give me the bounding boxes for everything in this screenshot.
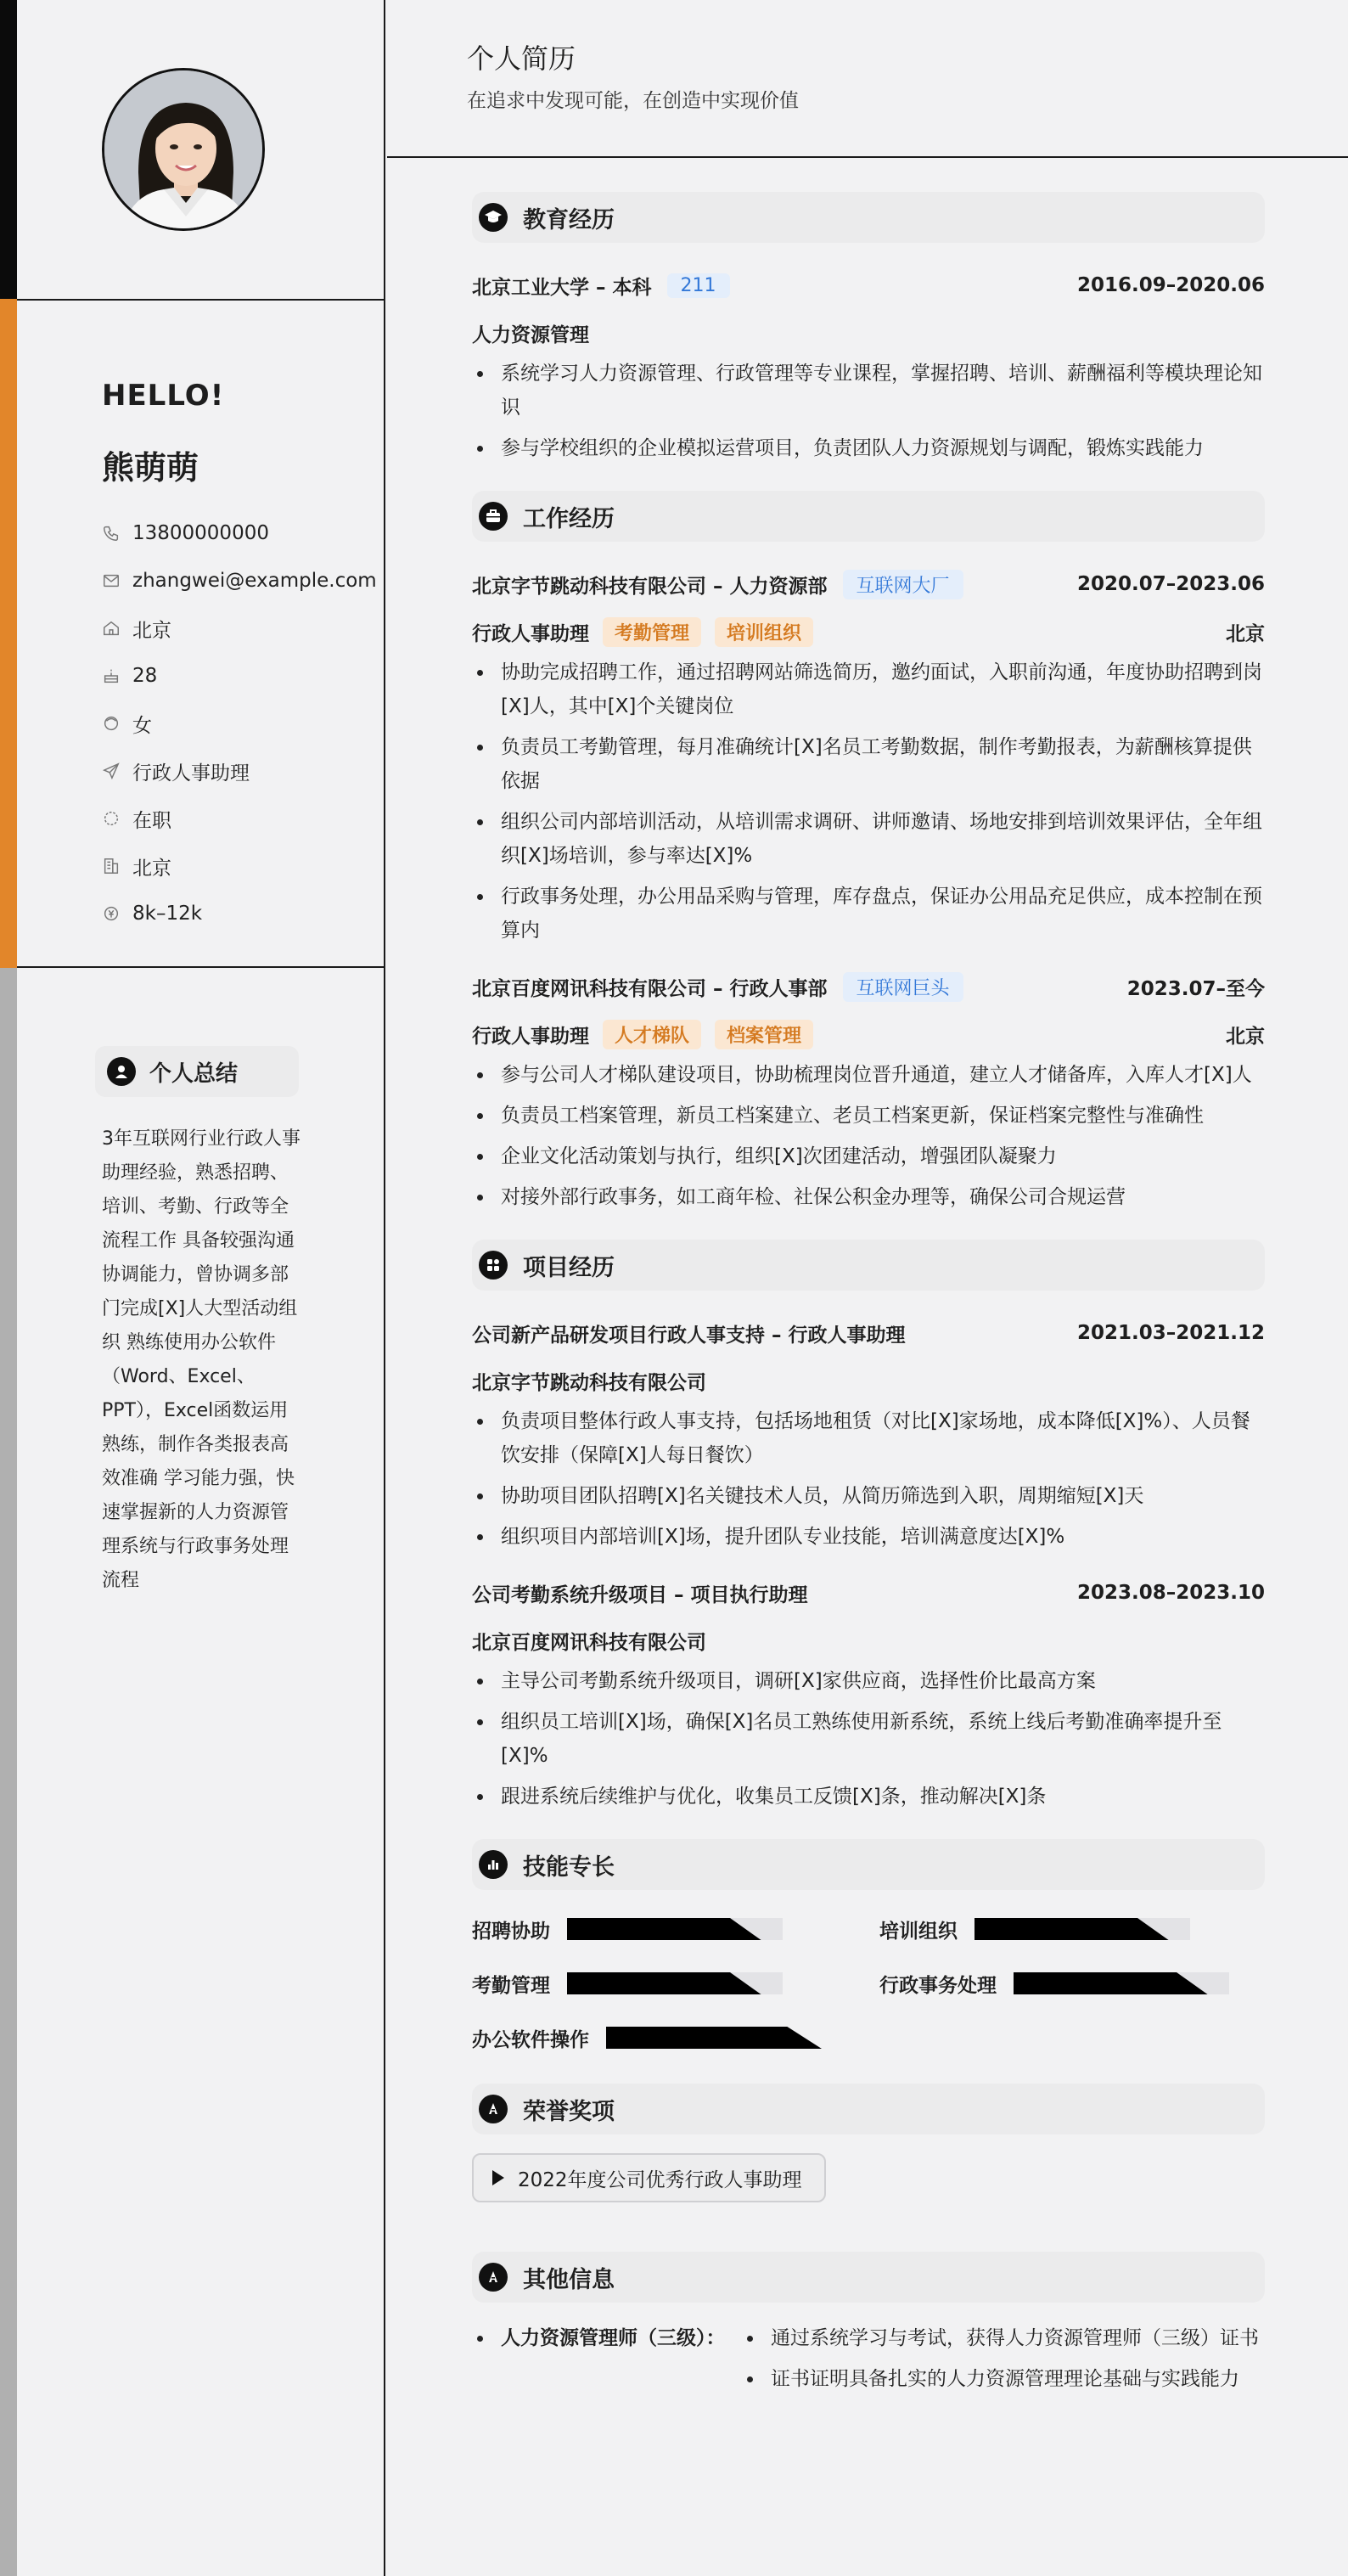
contact-position-text: 行政人事助理 [132,762,250,785]
list-item: 组织项目内部培训[X]场，提升团队专业技能，培训满意度达[X]% [472,1520,1265,1554]
summary-heading [95,1046,299,1097]
contact-gender [102,700,382,747]
project-entry [472,1569,1265,1814]
accent-bar-gray [0,968,17,2576]
contact-status [102,795,382,842]
list-item: 企业文化活动策划与执行，组织[X]次团建活动，增强团队凝聚力 [472,1139,1265,1173]
list-item: 主导公司考勤系统升级项目，调研[X]家供应商，选择性价比最高方案 [472,1664,1265,1698]
contact-status-text: 在职 [132,809,171,832]
list-item: 协助项目团队招聘[X]名关键技术人员，从简历筛选到入职，周期缩短[X]天 [472,1479,1265,1513]
sidebar [0,0,385,2576]
skill-name: 招聘协助 [472,1920,550,1943]
awards-title: 荣誉奖项 [523,2098,615,2125]
summary-title: 个人总结 [149,1060,239,1087]
skill-name: 考勤管理 [472,1974,550,1997]
contact-age-text: 28 [132,665,158,687]
other-title: 其他信息 [523,2266,615,2293]
project-company: 北京百度网讯科技有限公司 [472,1631,706,1654]
skill-bar [1014,1972,1229,1994]
contact-city-text: 北京 [132,619,171,642]
work-title: 工作经历 [523,505,615,532]
user-icon [107,1057,136,1086]
job-location: 北京 [1226,1025,1265,1048]
skill-item [472,1963,879,2004]
contact-email-text: zhangwei@example.com [132,570,377,592]
skill-item [879,1909,1265,1949]
bar-chart-icon [479,1850,508,1879]
project-name: 公司考勤系统升级项目 – 项目执行助理 [472,1583,808,1606]
send-icon [102,762,121,780]
skill-tag: 培训组织 [715,617,813,647]
hello-heading: HELLO! [102,379,225,413]
project-date: 2023.08–2023.10 [1076,1582,1265,1604]
avatar [102,68,265,231]
graduation-cap-icon [479,203,508,232]
award-text: 2022年度公司优秀行政人事助理 [518,2168,802,2191]
skill-name: 行政事务处理 [879,1974,997,1997]
info-icon [479,2263,508,2292]
major-row [472,309,1265,357]
education-title: 教育经历 [523,206,615,233]
gender-icon [102,714,121,733]
home-icon [102,619,121,638]
company-tag: 互联网大厂 [843,570,963,599]
work-section [472,491,1265,1214]
contact-gender-text: 女 [132,714,152,737]
phone-icon [102,524,121,543]
briefcase-icon [479,502,508,531]
contact-salary-text: 8k–12k [132,903,203,925]
play-icon [492,2170,504,2185]
list-item: 跟进系统后续维护与优化，收集员工反馈[X]条，推动解决[X]条 [472,1780,1265,1814]
skills-title: 技能专长 [523,1853,615,1881]
list-item: 组织公司内部培训活动，从培训需求调研、讲师邀请、场地安排到培训效果评估，全年组织[X]场培训，参与率达[X]% [472,805,1265,873]
education-heading [472,192,1265,243]
skill-bar [567,1972,783,1994]
other-item [472,2321,1265,2418]
salary-icon [102,904,121,923]
list-item: 参与学校组织的企业模拟运营项目，负责团队人力资源规划与调配，锻炼实践能力 [472,431,1265,465]
contact-email [102,557,382,605]
certificate-bullets [742,2321,1265,2403]
page-subtitle: 在追求中发现可能，在创造中实现价值 [467,90,799,112]
projects-title: 项目经历 [523,1254,615,1281]
certificate-label: 人力资源管理师（三级）： [472,2321,742,2418]
skill-bar-fill [606,2027,822,2049]
job-date: 2020.07–2023.06 [1076,573,1265,595]
list-item: 组织员工培训[X]场，确保[X]名员工熟练使用新系统，系统上线后考勤准确率提升至[X]% [472,1705,1265,1773]
skill-bar [974,1918,1190,1940]
award-icon [479,2095,508,2123]
cake-icon [102,666,121,685]
projects-section [472,1240,1265,1814]
job-role: 行政人事助理 [472,622,589,645]
skill-bar-fill [567,1918,761,1940]
skill-item [879,1963,1265,2004]
project-company: 北京字节跳动科技有限公司 [472,1371,706,1394]
building-icon [102,857,121,875]
project-bullets [472,1404,1265,1554]
list-item: 参与公司人才梯队建设项目，协助梳理岗位晋升通道，建立人才储备库，入库人才[X]人 [472,1058,1265,1092]
person-name: 熊萌萌 [102,449,199,487]
company-tag: 互联网巨头 [843,972,963,1002]
skill-bar-fill [567,1972,761,1994]
contact-phone-text: 13800000000 [132,522,269,544]
list-item: 协助完成招聘工作，通过招聘网站筛选简历，邀约面试，入职前沟通，年度协助招聘到岗[X]人，其中[X]个关键岗位 [472,655,1265,723]
education-section [472,192,1265,465]
skill-bar [567,1918,783,1940]
project-name: 公司新产品研发项目行政人事支持 – 行政人事助理 [472,1324,906,1347]
job-role: 行政人事助理 [472,1025,589,1048]
contact-list [102,509,382,937]
list-item: 对接外部行政事务，如工商年检、社保公积金办理等，确保公司合规运营 [472,1180,1265,1214]
skills-section [472,1839,1265,2058]
job-bullets [472,655,1265,948]
other-section [472,2252,1265,2418]
skill-tag: 档案管理 [715,1020,813,1049]
skill-bar [606,2027,822,2049]
list-item: 行政事务处理，办公用品采购与管理，库存盘点，保证办公用品充足供应，成本控制在预算内 [472,880,1265,948]
contact-age [102,652,382,700]
contact-work-city-text: 北京 [132,857,171,880]
job-company: 北京百度网讯科技有限公司 – 行政人事部 [472,977,828,1000]
resume-header [387,0,1348,158]
skill-tag: 人才梯队 [603,1020,701,1049]
page-title: 个人简历 [467,42,576,75]
skill-name: 培训组织 [879,1920,958,1943]
accent-bar-black [0,0,17,299]
list-item: 负责项目整体行政人事支持，包括场地租赁（对比[X]家场地，成本降低[X]%）、人员餐饮安排（保障[X]人每日餐饮） [472,1404,1265,1472]
list-item: 证书证明具备扎实的人力资源管理理论基础与实践能力 [742,2362,1265,2396]
sidebar-divider [17,299,384,301]
grid-icon [479,1251,508,1280]
job-date: 2023.07–至今 [1126,977,1265,1000]
award-badge [472,2153,826,2202]
school-tag: 211 [667,273,730,298]
skills-heading [472,1839,1265,1890]
project-bullets [472,1664,1265,1814]
job-entry [472,560,1265,948]
work-heading [472,491,1265,542]
skill-bar-fill [974,1918,1169,1940]
accent-bar-orange [0,299,17,968]
job-bullets [472,1058,1265,1214]
education-bullets [472,357,1265,465]
education-row [472,262,1265,309]
projects-heading [472,1240,1265,1291]
contact-position [102,747,382,795]
mail-icon [102,571,121,590]
skill-item [472,2017,879,2058]
contact-work-city [102,842,382,890]
awards-section [472,2084,1265,2226]
job-location: 北京 [1226,622,1265,645]
contact-city [102,605,382,652]
contact-phone [102,509,382,557]
job-company: 北京字节跳动科技有限公司 – 人力资源部 [472,575,828,598]
list-item: 系统学习人力资源管理、行政管理等专业课程，掌握招聘、培训、薪酬福利等模块理论知识 [472,357,1265,425]
status-icon [102,809,121,828]
education-date: 2016.09–2020.06 [1076,274,1265,296]
skills-grid [472,1909,1265,2058]
main-content [387,0,1348,2576]
job-entry [472,963,1265,1214]
project-date: 2021.03–2021.12 [1076,1322,1265,1344]
awards-heading [472,2084,1265,2134]
skill-bar-fill [1014,1972,1208,1994]
other-heading [472,2252,1265,2303]
list-item: 负责员工考勤管理，每月准确统计[X]名员工考勤数据，制作考勤报表，为薪酬核算提供依据 [472,730,1265,798]
list-item: 负责员工档案管理，新员工档案建立、老员工档案更新，保证档案完整性与准确性 [472,1099,1265,1133]
skill-tag: 考勤管理 [603,617,701,647]
contact-salary [102,890,382,937]
list-item: 通过系统学习与考试，获得人力资源管理师（三级）证书 [742,2321,1265,2355]
summary-text: 3年互联网行业行政人事助理经验，熟悉招聘、培训、考勤、行政等全流程工作 具备较强沟通协调能力，曾协调多部门完成[X]人大型活动组织 熟练使用办公软件（Word、Excel、PPT），Excel函数运用熟练，制作各类报表高效准确 学习能力强，快速掌握新的人力资源管理系统与行政事务处理流程 [102,1128,300,1591]
sidebar-divider [17,966,384,968]
skill-name: 办公软件操作 [472,2028,589,2051]
school-name: 北京工业大学 – 本科 [472,276,652,299]
skill-item [472,1909,879,1949]
major-name: 人力资源管理 [472,323,589,346]
project-entry [472,1309,1265,1554]
